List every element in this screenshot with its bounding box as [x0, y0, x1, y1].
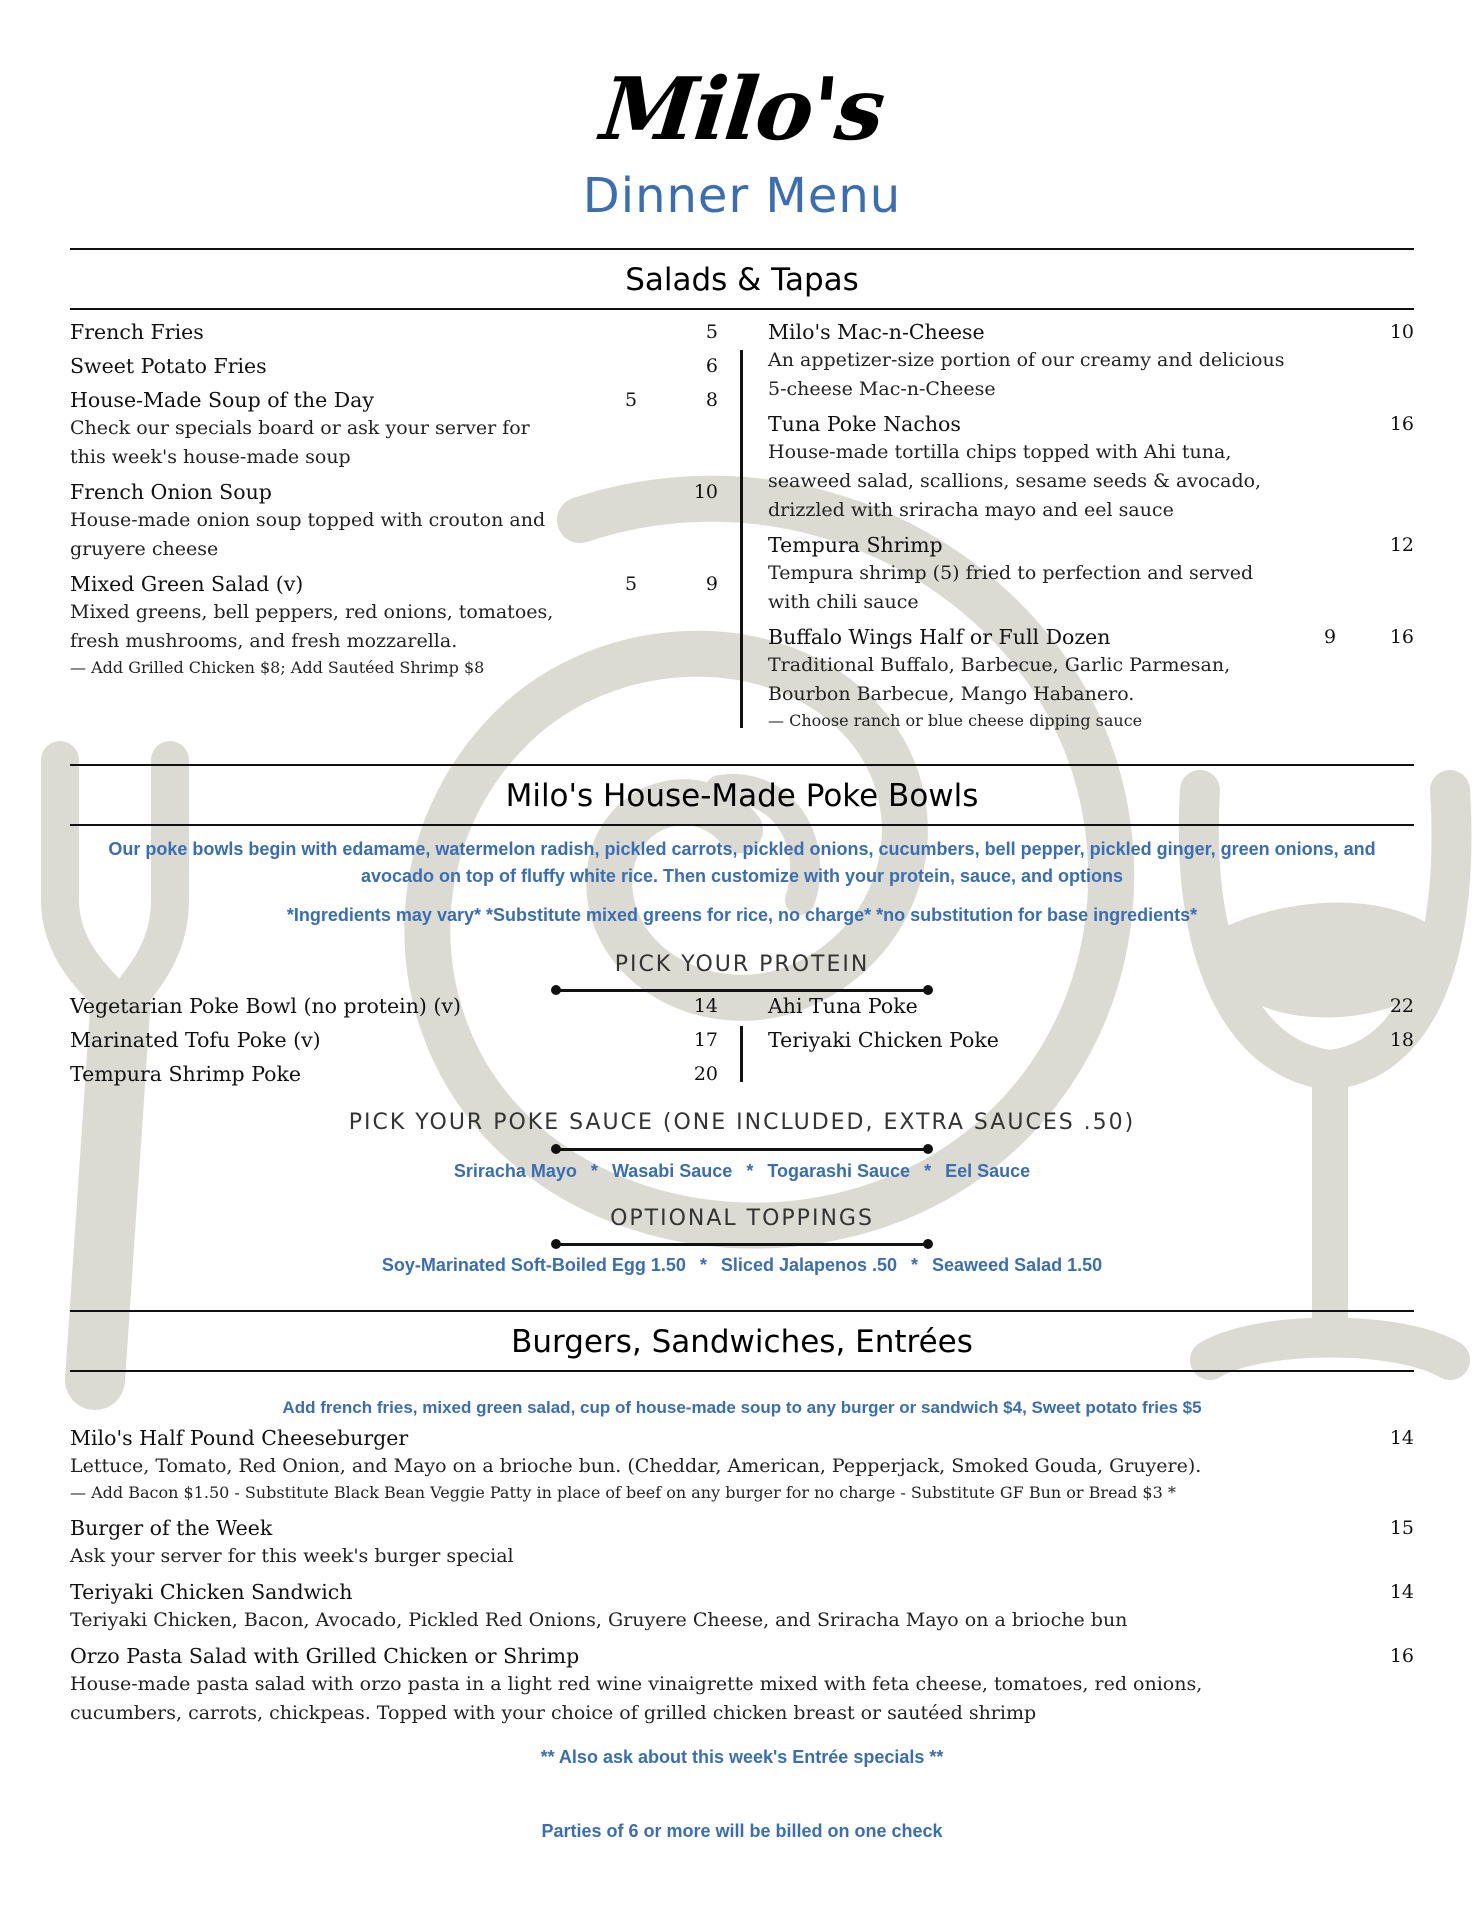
burgers-intro: Add french fries, mixed green salad, cup of house-made soup to any burger or sandwich $4, Sweet potato fries $5 — [282, 1398, 1202, 1417]
menu-item: Vegetarian Poke Bowl (no protein) (v) 14 — [70, 994, 718, 1018]
menu-item: Burger of the Week 15 Ask your server for this week's burger special — [70, 1514, 1414, 1571]
heading-underline — [556, 1243, 928, 1246]
item-price: 18 — [1389, 1029, 1414, 1051]
menu-page — [70, 0, 1414, 1920]
divider — [70, 1310, 1414, 1312]
sauce-option: Wasabi Sauce — [611, 1161, 733, 1181]
separator: * — [699, 1255, 707, 1275]
menu-item: Sweet Potato Fries 6 — [70, 354, 718, 378]
sauce-option: Togarashi Sauce — [767, 1161, 911, 1181]
menu-item: French Onion Soup 10 House-made onion soup topped with crouton and gruyere cheese — [70, 478, 718, 564]
toppings-heading: OPTIONAL TOPPINGS — [610, 1206, 874, 1231]
item-description: Teriyaki Chicken, Bacon, Avocado, Pickled Red Onions, Gruyere Cheese, and Sriracha Mayo on a brioche bun — [70, 1609, 1128, 1631]
item-price: 8 — [705, 389, 718, 411]
divider — [70, 764, 1414, 766]
item-description: House-made tortilla chips topped with Ahi tuna, seaweed salad, scallions, sesame seeds & avocado, drizzled with sriracha mayo and eel sauce — [768, 441, 1262, 521]
item-price-small: 5 — [625, 573, 638, 595]
sauce-option: Sriracha Mayo — [453, 1161, 577, 1181]
item-price-small: 5 — [625, 389, 638, 411]
item-price-small: 9 — [1324, 626, 1337, 648]
protein-heading: PICK YOUR PROTEIN — [614, 952, 870, 977]
item-note: — Add Grilled Chicken $8; Add Sautéed Shrimp $8 — [70, 658, 485, 677]
item-description: Mixed greens, bell peppers, red onions, tomatoes, fresh mushrooms, and fresh mozzarella. — [70, 601, 554, 652]
topping-options — [70, 1252, 1414, 1278]
item-description: House-made onion soup topped with crouton and gruyere cheese — [70, 509, 546, 560]
item-description: Traditional Buffalo, Barbecue, Garlic Parmesan, Bourbon Barbecue, Mango Habanero. — [768, 654, 1231, 705]
sauce-option: Eel Sauce — [945, 1161, 1031, 1181]
protein-left-column — [70, 992, 718, 1094]
item-price: 9 — [705, 573, 718, 595]
heading-underline — [556, 1148, 928, 1151]
item-price: 20 — [693, 1063, 718, 1085]
divider — [70, 308, 1414, 310]
item-description: Lettuce, Tomato, Red Onion, and Mayo on a brioche bun. (Cheddar, American, Pepperjack, Smoked Gouda, Gruyere). — [70, 1455, 1202, 1477]
protein-right-column — [768, 992, 1414, 1060]
menu-item: Tuna Poke Nachos 16 House-made tortilla chips topped with Ahi tuna, seaweed salad, scallions, sesame seeds & avocado, drizzled with sriracha mayo and eel sauce — [768, 410, 1414, 525]
item-note: — Add Bacon $1.50 - Substitute Black Bean Veggie Patty in place of beef on any burger for no charge - Substitute GF Bun or Bread $3 * — [70, 1483, 1176, 1502]
separator: * — [924, 1161, 932, 1181]
menu-item: Buffalo Wings Half or Full Dozen 9 16 Traditional Buffalo, Barbecue, Garlic Parmesan, Bourbon Barbecue, Mango Habanero. — Choose ranch or blue cheese dipping sauce — [768, 623, 1414, 733]
separator: * — [746, 1161, 754, 1181]
topping-option: Soy-Marinated Soft-Boiled Egg 1.50 — [381, 1255, 686, 1275]
item-description: Ask your server for this week's burger special — [70, 1545, 514, 1567]
section-title-poke: Milo's House-Made Poke Bowls — [505, 778, 979, 814]
menu-item: Marinated Tofu Poke (v) 17 — [70, 1028, 718, 1052]
menu-item: French Fries 5 — [70, 320, 718, 344]
item-price: 6 — [705, 355, 718, 377]
restaurant-logo: Milo's — [596, 59, 888, 160]
divider — [70, 824, 1414, 826]
item-price: 14 — [693, 995, 718, 1017]
menu-item: Mixed Green Salad (v) 5 9 Mixed greens, bell peppers, red onions, tomatoes, fresh mushrooms, and fresh mozzarella. — Add Grilled Chicken $8; Add Sautéed Shrimp $8 — [70, 570, 718, 680]
item-price: 10 — [693, 481, 718, 503]
separator: * — [590, 1161, 598, 1181]
item-price: 22 — [1389, 995, 1414, 1017]
item-price: 14 — [1389, 1581, 1414, 1603]
divider — [70, 248, 1414, 250]
menu-subtitle: Dinner Menu — [582, 168, 902, 224]
topping-option: Seaweed Salad 1.50 — [932, 1255, 1103, 1275]
specials-note: ** Also ask about this week's Entrée specials ** — [540, 1747, 944, 1767]
separator: * — [911, 1255, 919, 1275]
item-description: House-made pasta salad with orzo pasta in a light red wine vinaigrette mixed with feta cheese, tomatoes, red onions, cucumbers, carrots, chickpeas. Topped with your choice of grilled chicken breast or sautéed shrimp — [70, 1673, 1203, 1724]
item-note: — Choose ranch or blue cheese dipping sauce — [768, 711, 1143, 730]
menu-item: Tempura Shrimp 12 Tempura shrimp (5) fried to perfection and served with chili sauce — [768, 531, 1414, 617]
menu-item: Orzo Pasta Salad with Grilled Chicken or Shrimp 16 House-made pasta salad with orzo pasta in a light red wine vinaigrette mixed with feta cheese, tomatoes, red onions, cucumbers, carrots, chickpeas. Topped with your choice of grilled chicken breast or sautéed shrimp — [70, 1642, 1414, 1728]
item-description: Check our specials board or ask your server for this week's house-made soup — [70, 417, 530, 468]
column-divider — [740, 350, 743, 728]
item-price: 16 — [1389, 626, 1414, 648]
divider — [70, 1370, 1414, 1372]
item-price: 15 — [1389, 1517, 1414, 1539]
item-description: An appetizer-size portion of our creamy and delicious 5-cheese Mac-n-Cheese — [768, 349, 1285, 400]
item-price: 16 — [1389, 1645, 1414, 1667]
salads-left-column — [70, 318, 718, 686]
menu-item: Milo's Half Pound Cheeseburger 14 Lettuce, Tomato, Red Onion, and Mayo on a brioche bun. (Cheddar, American, Pepperjack, Smoked Gouda, Gruyere). — Add Bacon $1.50 - Substitute Black Bean Veggie Patty in place of beef on any burger for no charge - Substitute GF Bun or Bread $3 * — [70, 1424, 1414, 1505]
poke-notice: *Ingredients may vary* *Substitute mixed greens for rice, no charge* *no substitution for base ingredients* — [286, 905, 1198, 925]
section-title-salads: Salads & Tapas — [625, 262, 859, 298]
menu-item: Tempura Shrimp Poke 20 — [70, 1062, 718, 1086]
section-title-burgers: Burgers, Sandwiches, Entrées — [511, 1324, 973, 1360]
menu-item: Ahi Tuna Poke 22 — [768, 994, 1414, 1018]
item-description: Tempura shrimp (5) fried to perfection and served with chili sauce — [768, 562, 1254, 613]
sauce-options — [70, 1158, 1414, 1184]
item-price: 16 — [1389, 413, 1414, 435]
menu-item: Teriyaki Chicken Sandwich 14 Teriyaki Chicken, Bacon, Avocado, Pickled Red Onions, Gruyere Cheese, and Sriracha Mayo on a brioche bun — [70, 1578, 1414, 1635]
menu-item: Teriyaki Chicken Poke 18 — [768, 1028, 1414, 1052]
sauce-heading: PICK YOUR POKE SAUCE (ONE INCLUDED, EXTRA SAUCES .50) — [348, 1110, 1136, 1135]
topping-option: Sliced Jalapenos .50 — [720, 1255, 898, 1275]
menu-item: Milo's Mac-n-Cheese 10 An appetizer-size portion of our creamy and delicious 5-cheese Mac-n-Cheese — [768, 318, 1414, 404]
salads-right-column — [768, 318, 1414, 739]
parties-note: Parties of 6 or more will be billed on one check — [541, 1821, 943, 1841]
item-price: 10 — [1389, 321, 1414, 343]
item-price: 12 — [1389, 534, 1414, 556]
item-price: 5 — [705, 321, 718, 343]
menu-item: House-Made Soup of the Day 5 8 Check our specials board or ask your server for this week's house-made soup — [70, 386, 718, 472]
column-divider — [740, 1026, 743, 1082]
poke-intro: Our poke bowls begin with edamame, watermelon radish, pickled carrots, pickled onions, cucumbers, bell pepper, pickled ginger, green onions, and avocado on top of fluffy white rice. Then customize with your protein, sauce, and options — [108, 839, 1376, 886]
item-price: 14 — [1389, 1427, 1414, 1449]
item-price: 17 — [693, 1029, 718, 1051]
